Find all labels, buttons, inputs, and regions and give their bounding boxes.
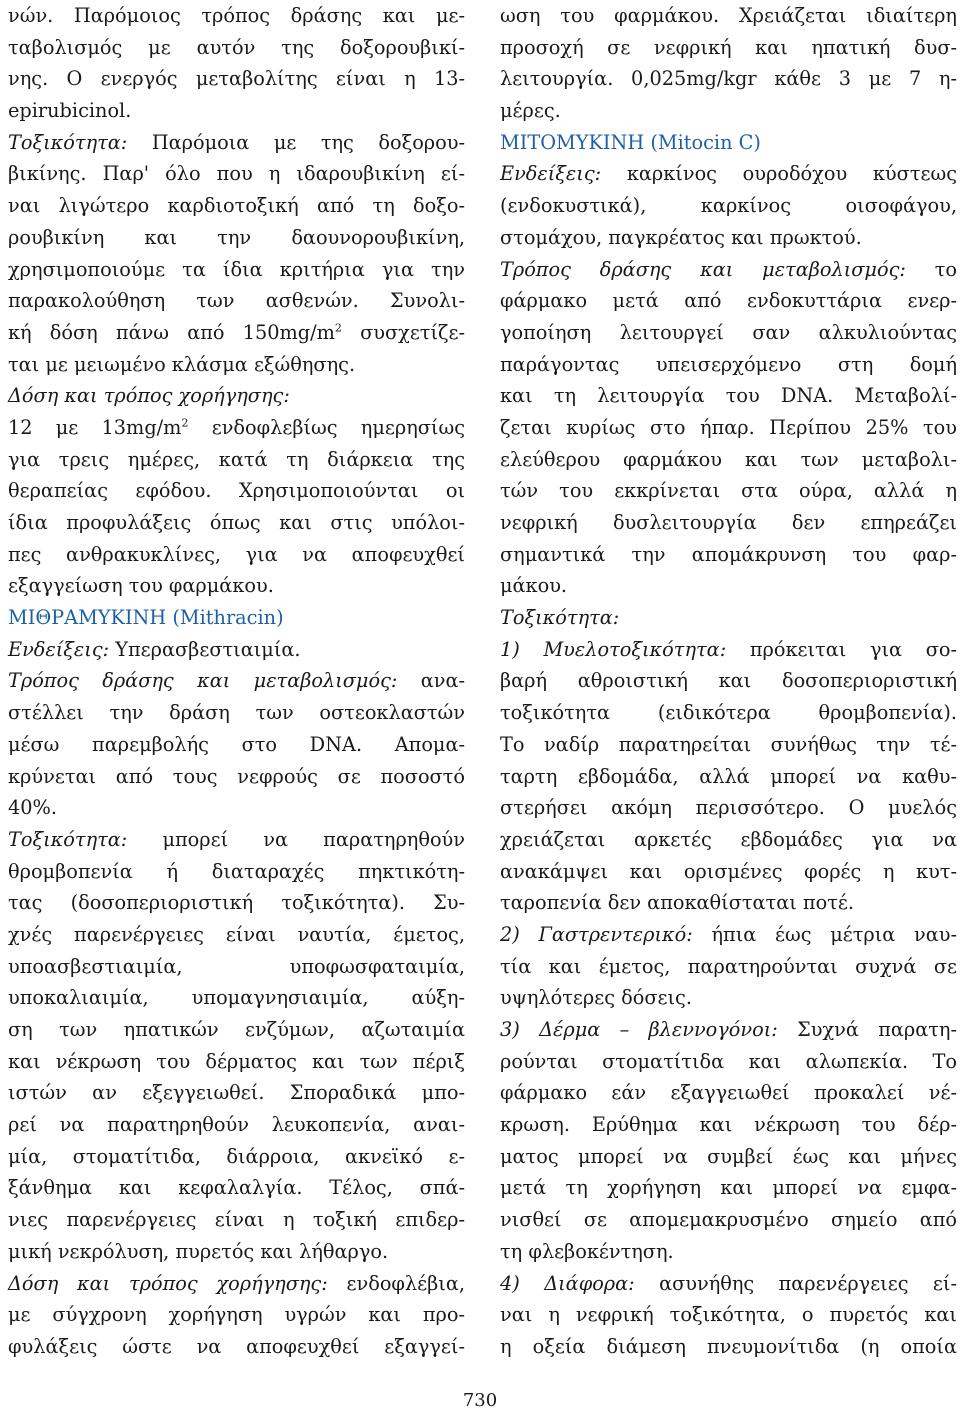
text-line — [500, 951, 957, 983]
text-line — [500, 254, 957, 286]
text-segment: φάρμακο εάν εξαγγειωθεί προκαλεί νέ- — [500, 1081, 957, 1105]
text-segment: χνές παρενέργειες είναι ναυτία, έμετος, — [8, 922, 465, 946]
text-segment: η οξεία διάμεση πνευμονίτιδα (η οποία — [500, 1334, 957, 1358]
italic-label: Δόση και τρόπος χορήγησης: — [8, 384, 290, 408]
text-line — [8, 570, 465, 602]
text-line — [500, 1268, 957, 1300]
text-line — [500, 919, 957, 951]
text-segment: νεφρική δυσλειτουργία δεν επηρεάζει — [500, 511, 957, 534]
text-segment: μία, στοματίτιδα, διάρροια, ακνεϊκό ε- — [8, 1144, 465, 1168]
text-segment: ανα- — [397, 669, 465, 693]
text-line — [500, 63, 957, 95]
text-segment: συσχετίζε- — [341, 320, 465, 344]
text-line — [8, 1172, 465, 1204]
text-segment: ξάνθημα και κεφαλαλγία. Τέλος, σπά- — [8, 1176, 465, 1200]
text-line — [8, 285, 465, 317]
italic-label: Τοξικότητα: — [8, 827, 128, 851]
text-line — [500, 856, 957, 888]
text-segment: τών του εκκρίνεται στα ούρα, αλλά η — [500, 479, 957, 503]
text-line — [500, 32, 957, 64]
text-line — [500, 570, 957, 602]
text-line — [8, 697, 465, 729]
text-line — [500, 190, 957, 222]
right-text-column — [500, 0, 957, 1363]
text-segment: πες ανθρακυκλίνες, για να αποφευχθεί — [8, 542, 465, 566]
text-segment: βαρή αθροιστική και δοσοπεριοριστική — [500, 669, 957, 693]
italic-label: Τοξικότητα: — [500, 606, 620, 630]
text-line — [8, 1141, 465, 1173]
text-line — [8, 507, 465, 539]
text-segment: ματος μπορεί να συμβεί έως και μήνες — [500, 1144, 957, 1168]
text-segment: το — [905, 257, 957, 281]
text-line — [500, 285, 957, 317]
text-line — [8, 665, 465, 697]
text-line — [500, 317, 957, 349]
text-line — [500, 444, 957, 476]
superscript: 2 — [334, 321, 342, 335]
text-line — [500, 222, 957, 254]
text-line — [500, 1141, 957, 1173]
text-segment: τοξικότητα (ειδικότερα θρομβοπενία). — [500, 701, 957, 725]
text-line — [500, 1014, 957, 1046]
text-line — [500, 602, 957, 634]
text-line — [500, 349, 957, 381]
italic-label: Δόση και τρόπος χορήγησης: — [8, 1271, 328, 1295]
text-segment: με σύγχρονη χορήγηση υγρών και προ- — [8, 1303, 465, 1327]
text-segment: παρακολούθηση των ασθενών. Συνολι- — [8, 289, 465, 313]
left-text-column — [8, 0, 465, 1363]
italic-label: Τρόπος δράσης και μεταβολισμός: — [500, 257, 906, 281]
text-segment: χρησιμοποιούμε τα ίδια κριτήρια για την — [8, 257, 465, 281]
text-segment: λειτουργία. 0,025mg/kgr κάθε 3 με 7 η- — [500, 67, 957, 91]
text-line — [500, 95, 957, 127]
text-segment: νιες παρενέργειες είναι η τοξική επιδερ- — [8, 1208, 465, 1232]
text-segment: μάκου. — [500, 574, 568, 598]
text-segment: Υπερασβεστιαιμία. — [109, 637, 301, 661]
text-segment: κή δόση πάνω από 150mg/m — [8, 320, 335, 344]
text-segment: ήπια έως μέτρια ναυ- — [692, 922, 957, 946]
text-segment: φάρμακο μετά από ενδοκυττάρια ενερ- — [500, 289, 957, 313]
text-segment: κρύνεται από τους νεφρούς σε ποσοστό — [8, 764, 465, 788]
text-segment: χρειάζεται αρκετές εβδομάδες για να — [500, 827, 957, 851]
text-segment: ται με μειωμένο κλάσμα εξώθησης. — [8, 352, 356, 376]
text-segment: ρεί να παρατηρηθούν λευκοπενία, αναι- — [8, 1113, 465, 1137]
text-segment: υποκαλιαιμία, υπομαγνησιαιμία, αύξη- — [8, 986, 465, 1010]
text-line — [500, 1331, 957, 1363]
text-line — [500, 158, 957, 190]
text-segment: ταρτη εβδομάδα, αλλά μπορεί να καθυ- — [500, 764, 957, 788]
text-segment: υψηλότερες δόσεις. — [500, 986, 692, 1010]
text-segment: υποασβεστιαιμία, υποφωσφαταιμία, — [8, 954, 465, 978]
italic-label: Τρόπος δράσης και μεταβολισμός: — [8, 669, 398, 693]
text-line — [500, 1077, 957, 1109]
text-segment: προσοχή σε νεφρική και ηπατική δυσ- — [500, 35, 957, 59]
text-segment: στέλλει την δράση των οστεοκλαστών — [8, 701, 465, 725]
text-segment: τας (δοσοπεριοριστική τοξικότητα). Συ- — [8, 891, 465, 915]
text-segment: νης. Ο ενεργός μεταβολίτης είναι η 13- — [8, 67, 465, 91]
text-segment: μετά τη χορήγηση και μπορεί να εμφα- — [500, 1176, 957, 1200]
text-line — [500, 0, 957, 32]
text-segment: Το ναδίρ παρατηρείται συνήθως την τέ- — [500, 732, 957, 756]
text-segment: ενδοφλέβια, — [327, 1271, 465, 1295]
text-segment: ενδοφλεβίως ημερησίως — [188, 415, 465, 439]
text-segment: βικίνης. Παρ' όλο που η ιδαρουβικίνη εί- — [8, 162, 465, 186]
text-line — [8, 190, 465, 222]
text-segment: ναι η νεφρική τοξικότητα, ο πυρετός και — [500, 1303, 957, 1327]
italic-label: Ενδείξεις: — [500, 162, 602, 186]
text-line — [8, 32, 465, 64]
text-line — [8, 63, 465, 95]
text-segment: φυλάξεις ώστε να αποφευχθεί εξαγγεί- — [8, 1334, 465, 1358]
italic-label: Τοξικότητα: — [8, 130, 128, 154]
text-segment: στομάχου, παγκρέατος και πρωκτού. — [500, 225, 862, 249]
text-segment: θεραπείας εφόδου. Χρησιμοποιούνται οι — [8, 479, 465, 503]
text-line — [500, 761, 957, 793]
text-segment: για τρεις ημέρες, κατά τη διάρκεια της — [8, 447, 465, 471]
drug-heading: ΜΙΘΡΑΜΥΚΙΝΗ (Mithracin) — [8, 606, 284, 630]
text-segment: κρωση. Ερύθημα και νέκρωση του δέρ- — [500, 1113, 957, 1137]
text-segment: και τη λειτουργία του DNA. Μεταβολί- — [500, 384, 957, 408]
text-segment: ασυνήθης παρενέργειες εί- — [634, 1271, 958, 1295]
text-segment: πρόκειται για σο- — [726, 637, 957, 661]
text-segment: ρουβικίνη και την δαουνορουβικίνη, — [8, 225, 465, 249]
text-line — [8, 475, 465, 507]
text-line — [8, 1331, 465, 1363]
italic-label: Ενδείξεις: — [8, 637, 110, 661]
text-segment: μέσω παρεμβολής στο DNA. Απομα- — [8, 732, 465, 756]
page-number: 730 — [462, 1390, 498, 1411]
text-line — [500, 729, 957, 761]
text-segment: μπορεί να παρατηρηθούν — [127, 827, 465, 851]
text-line — [500, 887, 957, 919]
text-line — [8, 824, 465, 856]
text-segment: ταβολισμός με αυτόν της δοξορουβικί- — [8, 35, 465, 59]
text-segment: ναι λιγώτερο καρδιοτοξική από τη δοξο- — [8, 194, 465, 218]
text-line — [8, 856, 465, 888]
text-segment: Παρόμοια με της δοξορου- — [127, 130, 465, 154]
drug-heading: ΜΙΤΟΜΥΚΙΝΗ (Mitocin C) — [500, 130, 761, 154]
text-line — [8, 792, 465, 824]
text-line — [8, 127, 465, 159]
text-segment: ίδια προφυλάξεις όπως και στις υπόλοι- — [8, 511, 465, 534]
text-segment: καρκίνος ουροδόχου κύστεως — [601, 162, 957, 186]
text-line — [8, 0, 465, 32]
text-line — [500, 982, 957, 1014]
text-line — [8, 349, 465, 381]
text-line — [8, 1014, 465, 1046]
text-line — [8, 254, 465, 286]
text-line — [8, 1046, 465, 1078]
text-line — [500, 1299, 957, 1331]
text-line — [500, 1109, 957, 1141]
text-segment: ελεύθερου φαρμάκου και των μεταβολι- — [500, 447, 957, 471]
text-line — [8, 1268, 465, 1300]
text-line — [8, 729, 465, 761]
text-line — [8, 1109, 465, 1141]
text-line — [8, 1236, 465, 1268]
text-line — [500, 824, 957, 856]
text-segment: Συχνά παρατη- — [777, 1018, 957, 1041]
text-segment: εξαγγείωση του φαρμάκου. — [8, 574, 274, 598]
text-segment: σημαντικά την απομάκρυνση του φαρ- — [500, 542, 957, 566]
superscript: 2 — [181, 416, 189, 430]
text-segment: νισθεί σε απομεμακρυσμένο σημείο από — [500, 1208, 957, 1232]
text-segment: 40%. — [8, 796, 57, 820]
text-line — [8, 982, 465, 1014]
text-line — [500, 1204, 957, 1236]
text-segment: παράγοντας υπεισερχόμενο στη δομή — [500, 352, 957, 376]
text-line — [8, 1299, 465, 1331]
text-line — [8, 380, 465, 412]
text-line — [500, 1236, 957, 1268]
text-segment: μική νεκρόλυση, πυρετός και λήθαργο. — [8, 1239, 389, 1263]
text-segment: ση των ηπατικών ενζύμων, αζωταιμία — [8, 1018, 465, 1041]
text-line — [8, 1077, 465, 1109]
text-line — [8, 602, 465, 634]
text-line — [500, 475, 957, 507]
text-segment: (ενδοκυστικά), καρκίνος οισοφάγου, — [500, 194, 957, 218]
italic-label: 4) Διάφορα: — [500, 1271, 635, 1295]
text-line — [500, 507, 957, 539]
text-line — [8, 444, 465, 476]
text-segment: ιστών αν εξεγγειωθεί. Σποραδικά μπο- — [8, 1081, 465, 1105]
text-segment: γοποίηση λειτουργεί σαν αλκυλιούντας — [500, 320, 957, 344]
text-segment: epirubicinol. — [8, 99, 132, 123]
text-line — [8, 919, 465, 951]
italic-label: 2) Γαστρεντερικό: — [500, 922, 693, 946]
text-line — [500, 539, 957, 571]
text-segment: ρούνται στοματίτιδα και αλωπεκία. Το — [500, 1049, 957, 1073]
italic-label: 1) Μυελοτοξικότητα: — [500, 637, 727, 661]
text-segment: στερήσει ακόμη περισσότερο. Ο μυελός — [500, 796, 957, 820]
text-line — [8, 95, 465, 127]
text-line — [500, 127, 957, 159]
text-segment: τη φλεβοκέντηση. — [500, 1239, 674, 1263]
text-line — [500, 697, 957, 729]
text-line — [500, 380, 957, 412]
text-segment: 12 με 13mg/m — [8, 415, 182, 439]
text-segment: θρομβοπενία ή διαταραχές πηκτικότη- — [8, 859, 465, 883]
text-line — [8, 412, 465, 444]
text-segment: μέρες. — [500, 99, 561, 123]
text-segment: και νέκρωση του δέρματος και των πέριξ — [8, 1049, 465, 1073]
text-line — [500, 1046, 957, 1078]
text-line — [8, 1204, 465, 1236]
text-line — [8, 317, 465, 349]
text-segment: ταροπενία δεν αποκαθίσταται ποτέ. — [500, 891, 855, 915]
text-line — [500, 665, 957, 697]
italic-label: 3) Δέρμα – βλεννογόνοι: — [500, 1018, 778, 1041]
text-segment: ζεται κυρίως στο ήπαρ. Περίπου 25% του — [500, 415, 957, 439]
text-segment: νών. Παρόμοιος τρόπος δράσης και με- — [8, 4, 465, 27]
text-line — [8, 887, 465, 919]
text-segment: ανακάμψει και ορισμένες φορές η κυτ- — [500, 859, 957, 883]
text-segment: ωση του φαρμάκου. Χρειάζεται ιδιαίτερη — [500, 4, 957, 27]
text-line — [500, 792, 957, 824]
text-line — [8, 761, 465, 793]
text-line — [8, 951, 465, 983]
text-line — [500, 634, 957, 666]
text-line — [8, 539, 465, 571]
text-line — [8, 634, 465, 666]
text-line — [8, 158, 465, 190]
text-segment: τία και έμετος, παρατηρούνται συχνά σε — [500, 954, 957, 978]
text-line — [500, 1172, 957, 1204]
text-line — [500, 412, 957, 444]
text-line — [8, 222, 465, 254]
